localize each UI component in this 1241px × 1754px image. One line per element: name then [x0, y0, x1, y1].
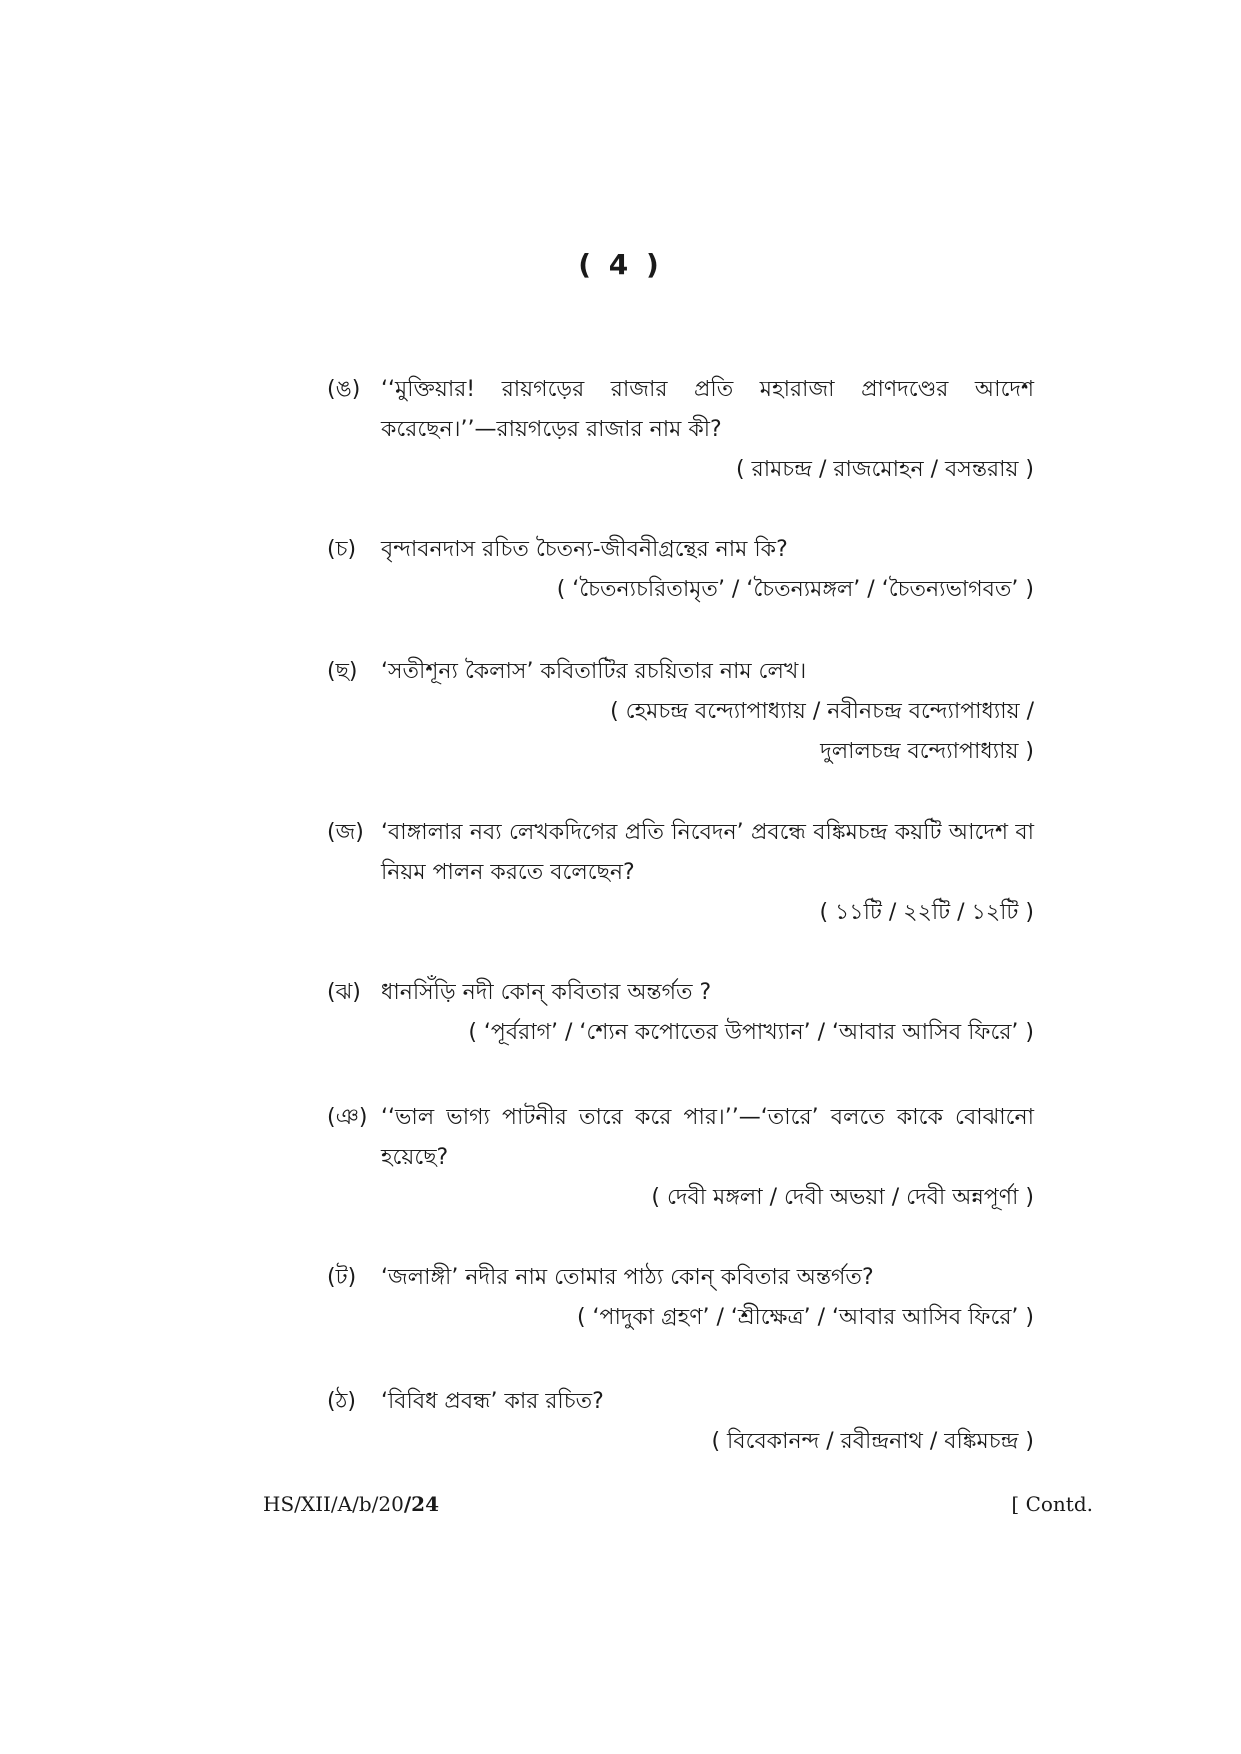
question-label: (ঙ)	[327, 377, 361, 402]
answer-options: ( ১১টি / ২২টি / ১২টি )	[819, 900, 1034, 925]
answer-options: ( দেবী মঙ্গলা / দেবী অভয়া / দেবী অন্নপূর্ণা )	[651, 1185, 1034, 1210]
question-text: ‘বাঙ্গালার নব্য লেখকদিগের প্রতি নিবেদন’ প্রবন্ধে বঙ্কিমচন্দ্র কয়টি আদেশ বা নিয়ম পালন করতে বলেছেন?	[381, 820, 1034, 885]
question-label: (ঠ)	[327, 1389, 356, 1414]
question-item	[327, 652, 1034, 772]
question-item	[327, 973, 1034, 1053]
question-item	[327, 1258, 1034, 1338]
question-text: ‘‘ভাল ভাগ্য পাটনীর তারে করে পার।’’—‘তারে’ বলতে কাকে বোঝানো হয়েছে?	[381, 1105, 1034, 1170]
paper-code-suffix: /24	[403, 1492, 439, 1516]
answer-options: ( রামচন্দ্র / রাজমোহন / বসন্তরায় )	[736, 457, 1034, 482]
question-label: (ছ)	[327, 659, 358, 684]
question-text: ‘‘মুক্তিয়ার! রায়গড়ের রাজার প্রতি মহারাজা প্রাণদণ্ডের আদেশ করেছেন।’’—রায়গড়ের রাজার নাম কী?	[381, 377, 1034, 442]
answer-options: ( ‘চৈতন্যচরিতামৃত’ / ‘চৈতন্যমঙ্গল’ / ‘চৈতন্যভাগবত’ )	[556, 577, 1034, 602]
question-label: (জ)	[327, 820, 364, 845]
question-item	[327, 530, 1034, 610]
question-item	[327, 1382, 1034, 1462]
paper-code-prefix: HS/XII/A/b/20	[263, 1492, 404, 1516]
question-label: (ট)	[327, 1265, 357, 1290]
answer-options: ( বিবেকানন্দ / রবীন্দ্রনাথ / বঙ্কিমচন্দ্র )	[711, 1429, 1034, 1454]
question-text: ‘জলাঙ্গী’ নদীর নাম তোমার পাঠ্য কোন্ কবিতার অন্তর্গত?	[381, 1265, 874, 1290]
question-text: ‘বিবিধ প্রবন্ধ’ কার রচিত?	[381, 1389, 604, 1414]
question-text: ধানসিঁড়ি নদী কোন্ কবিতার অন্তর্গত ?	[381, 980, 712, 1005]
answer-options: দুলালচন্দ্র বন্দ্যোপাধ্যায় )	[820, 739, 1034, 764]
question-text: ‘সতীশূন্য কৈলাস’ কবিতাটির রচয়িতার নাম লেখ।	[381, 659, 807, 684]
page-number: ( 4 )	[578, 248, 663, 281]
question-text: বৃন্দাবনদাস রচিত চৈতন্য-জীবনীগ্রন্থের নাম কি?	[381, 537, 788, 562]
question-item	[327, 1098, 1034, 1218]
question-label: (ঝ)	[327, 980, 361, 1005]
answer-options: ( হেমচন্দ্র বন্দ্যোপাধ্যায় / নবীনচন্দ্র বন্দ্যোপাধ্যায় /	[610, 699, 1034, 724]
continued-marker: [ Contd.	[1011, 1492, 1093, 1516]
question-label: (ঞ)	[327, 1105, 368, 1130]
question-label: (চ)	[327, 537, 357, 562]
question-item	[327, 370, 1034, 490]
answer-options: ( ‘পূর্বরাগ’ / ‘শ্যেন কপোতের উপাখ্যান’ / ‘আবার আসিব ফিরে’ )	[468, 1020, 1034, 1045]
answer-options: ( ‘পাদুকা গ্রহণ’ / ‘শ্রীক্ষেত্র’ / ‘আবার আসিব ফিরে’ )	[576, 1305, 1034, 1330]
question-item	[327, 813, 1034, 933]
paper-code	[263, 1492, 439, 1516]
